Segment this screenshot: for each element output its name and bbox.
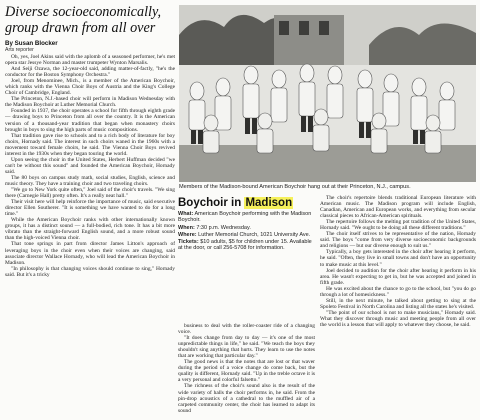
- paragraph: While the American Boychoir ranks with other internationally known groups, it has a distinct sound — a full-bodied, rich tone. It has a bit more vibrato than the straight-forward English sound, and a more robust sound than the high-voiced Vienna choir.: [5, 217, 175, 242]
- when-label: When:: [178, 224, 195, 231]
- where-value: Luther Memorial Church, 1021 University Ave.: [198, 231, 311, 238]
- paragraph: "The point of our school is not to make musicians," Hornady said. What they discover through music and meeting people from all over the world is a lesson that will apply to whatever they choose, he said.: [320, 309, 476, 328]
- paragraph: He was excited about the chance to go to the school, but "you do go through a lot of homesickness.": [320, 285, 476, 298]
- info-box-title: [178, 197, 316, 210]
- paragraph: That tradition gave rise to schools and to a rich body of literature for boy choirs, Hornady said. The interest in such choirs waned in the 1960s with a movement toward female choirs, he said. The Vienna Choir Boys revived interest in the 1930s when they began touring the world.: [5, 132, 175, 157]
- info-when: [178, 225, 316, 231]
- paragraph: The repertoire follows the melting pot tradition of the United States, Hornady said. "We ought to be doing all these different traditions.": [320, 219, 476, 232]
- paragraph: business to deal with the roller-coaster ride of a changing voice.: [178, 323, 315, 336]
- paragraph: Typically, a boy gets interested in the choir after hearing it perform, he said. "Often, they live in small towns and don't have an opportunity to make music at this level.": [320, 249, 476, 268]
- photo-caption: Members of the Madison-bound American Boychoir hang out at their Princeton, N.J., campus.: [179, 184, 411, 190]
- right-column: [320, 195, 476, 416]
- paragraph: Founded in 1937, the choir operates a school for fifth through eighth grade — drawing boys to Princeton from all over the country. It is the American version of a thousand-year tradition that began when monastery choirs brought in boys to sing the high parts of music compositions.: [5, 108, 175, 133]
- paragraph: That tone springs in part from director James Litton's approach of leveraging boys in the choir even when their voices are changing, said associate director Wallace Hornady, who will lead the American Boychoir in Madison.: [5, 241, 175, 266]
- tickets-value: $10 adults, $5 for children under 15. Available at the door, or call 256-5708 for information.: [178, 239, 312, 252]
- choir-group-photo: [179, 5, 476, 182]
- byline: By Susan Blocker: [5, 40, 58, 47]
- paragraph: Joel, from Menominee, Mich., is a member of the American Boychoir, which ranks with the Vienna Choir Boys of Austria and the King's College Choir of Cambridge, England.: [5, 78, 175, 97]
- paragraph: "It does change from day to day — it's one of the most unpredictable things in life," he said. "We teach the boys they shouldn't sing anything that hurts. They learn to use the notes that are working that particular day.": [178, 335, 315, 360]
- paragraph: The choir's repertoire blends traditional European literature with American music. The Madison program will include English, Canadian, American and European works, and everything from secular classical pieces to African-American spirituals.: [320, 195, 476, 220]
- info-where: [178, 232, 316, 238]
- what-value: American Boychoir performing with the Madison Boychoir.: [178, 211, 312, 224]
- paragraph: The richness of the choir's sound also is the result of the wide variety of halls the choir performs in, he said. From the pin-drop acoustics of a cathedral to the muffled air of a carpeted community center, the choir has learned to adapt its sound: [178, 383, 315, 414]
- tickets-label: Tickets:: [178, 239, 199, 246]
- middle-column: [178, 323, 315, 416]
- paragraph: The choir itself strives to be representative of the nation, Hornady said. The boys "come from very diverse socioeconomic backgrounds and religions — but our diverse enough to suit us.": [320, 231, 476, 250]
- paragraph: "We go to New York quite often," Joel said of the choir's travels. "We sing there (Carnegie Hall) pretty often. It's a really neat hall.": [5, 187, 175, 200]
- where-label: Where:: [178, 231, 197, 238]
- paragraph: The good news is that the notes that are lost or that waver during the period of a voice change do come back, but the quality is different, Hornady said. "Up in the treble octave it is a very personal and colorful falsetto.": [178, 359, 315, 384]
- paragraph: The 80 boys on campus study math, social studies, English, science and music theory. They have a training choir and two traveling choirs.: [5, 174, 175, 187]
- paragraph: The Princeton, N.J.-based choir will perform in Madison Wednesday with the Madison Boychoir at Luther Memorial Church.: [5, 96, 175, 109]
- when-value: 7:30 p.m. Wednesday.: [196, 224, 251, 231]
- paragraph: Their visit here will help reinforce the importance of music, said executive director Ellen Southerer. "It is something we have wanted to do for a long time.": [5, 199, 175, 218]
- info-title-highlight: Madison: [245, 197, 293, 209]
- paragraph: And Seiji Ozawa, the 12-year-old said, adding matter-of-factly, "he's the conductor for the Boston Symphony Orchestra.": [5, 66, 175, 79]
- what-label: What:: [178, 211, 194, 217]
- paragraph: Oh, yes, Joel Akins said with the aplomb of a seasoned performer, he's met opera star Jessye Norman and master trumpeter Wynton Marsalis.: [5, 54, 175, 67]
- paragraph: "In philosophy is that changing voices should continue to sing," Hornady said. But it's a tricky: [5, 265, 175, 278]
- paragraph: Still, in the next minute, he talked about getting to sing at the Spoleto Festival in North Carolina and listing all the states he's visited.: [320, 297, 476, 310]
- info-title-prefix: Boychoir in: [178, 197, 245, 209]
- left-column: [5, 54, 175, 416]
- event-info-box: [178, 197, 316, 321]
- info-what: [178, 211, 316, 224]
- paragraph: Upon seeing the choir in the United States, Herbert Huffman decided "we can't be without this sound" and founded the American Boychoir, Hornady said.: [5, 156, 175, 175]
- info-tickets: [178, 239, 316, 252]
- article-headline: Diverse socioeconomically, group drawn from all over: [5, 4, 162, 36]
- paragraph: Joel decided to audition for the choir after hearing it perform in his area. He wasn't expecting to get in, but he was accepted and joined in fifth grade.: [320, 267, 476, 286]
- byline-role: Arts reporter: [5, 47, 34, 53]
